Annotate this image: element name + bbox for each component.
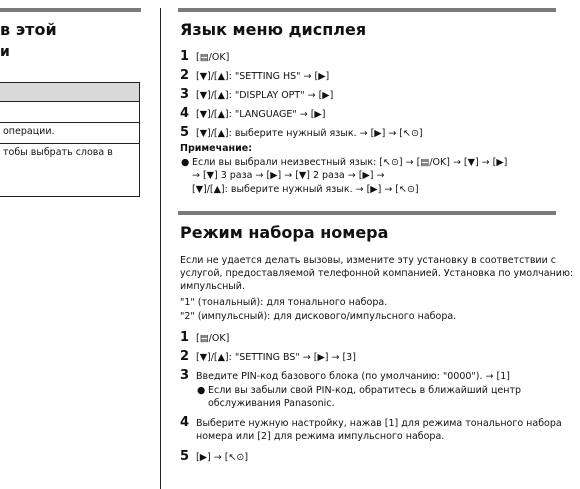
step-number: 2	[180, 349, 190, 364]
left-table-header	[0, 83, 140, 102]
step-text: [▼]/[▲]: "SETTING BS" → [▶] → [3]	[196, 352, 356, 363]
intro-line: импульсный.	[180, 281, 245, 292]
left-table-row: тобы выбрать слова в	[0, 144, 140, 197]
column-divider	[160, 8, 161, 489]
intro-line: "2" (импульсный): для дискового/импульсного набора.	[180, 311, 457, 322]
step-text: [▶] → [↖⊙]	[196, 452, 249, 463]
step-text: [▼]/[▲]: выберите нужный язык. → [▶] → [↖⊙]	[196, 128, 423, 139]
step-text: [▤/OK]	[196, 333, 230, 344]
section2-top-rule	[178, 211, 556, 215]
step-number: 1	[180, 330, 190, 345]
left-table	[0, 82, 140, 197]
step-text-continued: номера или [2] для режима импульсного набора.	[196, 431, 445, 442]
left-top-rule	[0, 8, 141, 12]
step-number: 3	[180, 87, 190, 102]
bullet-dot: ●	[181, 157, 190, 168]
step-number: 4	[180, 415, 190, 430]
note-title: Примечание:	[180, 143, 253, 154]
note-line: Если вы выбрали неизвестный язык: [↖⊙] → [▤/OK] → [▼] → [▶]	[192, 157, 508, 168]
step-text: Выберите нужную настройку, нажав [1] для режима тонального набора	[196, 418, 562, 429]
left-table-row: операции.	[0, 123, 140, 144]
step-number: 1	[180, 49, 190, 64]
step-number: 5	[180, 449, 190, 464]
step-number: 5	[180, 125, 190, 140]
intro-line: услугой, предоставляемой телефонной компанией. Установка по умолчанию:	[180, 268, 574, 279]
bullet-line: Если вы забыли свой PIN-код, обратитесь в ближайший центр	[208, 385, 522, 396]
step-number: 2	[180, 68, 190, 83]
note-line: [▼]/[▲]: выберите нужный язык. → [▶] → [↖⊙]	[192, 184, 419, 195]
step-text: [▼]/[▲]: "LANGUAGE" → [▶]	[196, 109, 326, 120]
left-table-row-empty	[0, 102, 140, 123]
step-text: [▤/OK]	[196, 52, 230, 63]
note-line: → [▼] 3 раза → [▶] → [▼] 2 раза → [▶] →	[192, 170, 385, 181]
section1-title: Язык меню дисплея	[180, 20, 367, 39]
step-text: [▼]/[▲]: "DISPLAY OPT" → [▶]	[196, 90, 334, 101]
left-heading-line2: и	[0, 44, 10, 60]
bullet-line: обслуживания Panasonic.	[208, 398, 335, 409]
step-text: [▼]/[▲]: "SETTING HS" → [▶]	[196, 71, 330, 82]
section1-top-rule	[178, 8, 556, 12]
step-number: 3	[180, 368, 190, 383]
intro-line: "1" (тональный): для тонального набора.	[180, 297, 388, 308]
left-heading-line1: в этой	[0, 20, 57, 39]
section2-title: Режим набора номера	[180, 223, 389, 242]
bullet-dot: ●	[197, 385, 206, 396]
step-text: Введите PIN-код базового блока (по умолчанию: "0000"). → [1]	[196, 371, 510, 382]
step-number: 4	[180, 106, 190, 121]
intro-line: Если не удается делать вызовы, измените эту установку в соответствии с	[180, 255, 557, 266]
